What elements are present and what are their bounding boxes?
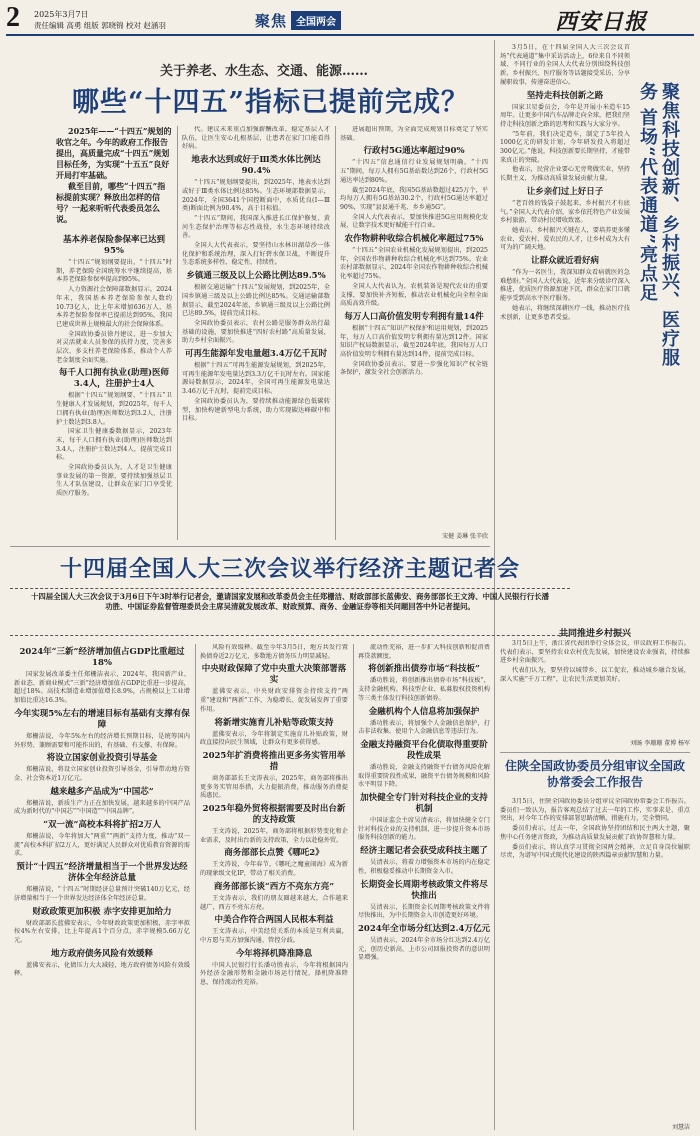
main-headline: 哪些“十四五”指标已提前完成？ [72,87,470,118]
paragraph: 全国政协委员徐丹建议，进一步加大对灵活就业人员参保的扶持力度，完善多层次、多支柱养老保险体系，推动个人养老金制度全面实施。 [56,330,172,364]
subheading: 地表水达到或好于Ⅲ类水体比例达90.4% [191,155,321,177]
newspaper-logo: 西安日报 [555,9,648,34]
paragraph: 郑栅洁说，今年将加大“两重”“两新”支持力度，推动“双一流”高校本科扩招2万人，更好满足人民群众对优质教育资源的需求。 [14,833,190,858]
subheading: 基本养老保险参保率已达到95% [62,235,165,256]
right-divider [500,752,690,753]
subheading: 加快健全专门针对科技企业的支持机制 [360,793,488,815]
subheading: 经济主题记者会获受成科技主题了 [360,846,488,857]
subheading: 财政政策更加积极 赤字安排更加给力 [32,906,172,917]
subheading: 商务部部长点赞《哪吒2》 [224,848,324,859]
paragraph: “十四五”信息通信行业发展规划明确，“十四五”期间，每万人拥有5G基站数达到26个，行政村5G通达率达到80%。 [340,159,488,184]
paragraph: 委员们表示，将认真学习贯彻全国两会精神，立足自身岗位履职尽责，为谱写中国式现代化建设的陕西篇章贡献智慧和力量。 [500,843,690,860]
paragraph: 3月5日，在十四届全国人大三次会议首场“代表通道”集中采访活动上，6位来自不同领域、不同行业的全国人大代表分别围绕科技创新、乡村振兴、医疗服务等话题接受采访，分享履职故事，传递奋进信心。 [500,44,630,86]
paragraph: 国家卫星委员会，今年是开展小米造车15周年。让更多中国汽车品牌走向全球，把我们坚持走科技创新之路的思考和实践与大家分享。 [500,103,630,128]
page-number: 2 [6,2,20,33]
paragraph: 委员们表示，过去一年，全国政协坚持团结和民主两大主题，聚焦中心任务建言资政，为推动高质量发展贡献了政协智慧和力量。 [500,825,690,841]
paragraph: 根据“十四五”可再生能源发展规划，到2025年，可再生能源年发电量达到3.3万亿千瓦时左右。国家能源局数据显示，2024年，全国可再生能源发电量达3.46万亿千瓦时，提前完成目标。 [182,362,330,396]
paragraph: 根据交通运输“十四五”发展规划，到2025年，全国乡镇通三级及以上公路比例达85%。交通运输部数据显示，截至2024年底，乡镇通三级及以上公路比例已达89.5%，提前完成目标。 [182,284,330,318]
subheading: 让乡亲们过上好日子 [526,186,604,197]
paragraph: 王文涛表示，中美经贸关系的本质是互利共赢，中方愿与美方加强沟通、管控分歧。 [200,928,348,944]
feature-column-3 [358,644,490,1130]
paragraph: 蓝佛安表示，化债压力大大减轻，地方政府债务风险有效缓释。 [14,961,190,978]
subheading: 将设立国家创业投资引导基金 [46,753,158,764]
subheading: 长期资金长周期考核政策文件将尽快推出 [360,879,488,901]
feature-ribbon: 十四届全国人大三次会议于3月6日下午3时举行记者会，邀请国家发展和改革委员会主任郑栅洁、财政部部长蓝佛安、商务部部长王文涛、中国人民银行行长潘功胜、中国证券监督管理委员会主席吴清就发展改革、财政预算、商务、金融证券等相关问题回答中外记者提问。 [10,588,570,636]
paragraph: 全国政协委员认为，人才是卫生健康事业发展的第一资源，要持续加强基层卫生人才队伍建设，让群众在家门口享受优质医疗服务。 [56,464,172,498]
subheading: 商务部部长谈“西方不亮东方亮” [213,881,335,892]
paragraph: 全国政协委员表示，要进一步强化知识产权全链条保护，激发全社会创新活力。 [340,360,488,377]
paragraph: 潘功胜说，金融支持融资平台债务风险化解取得重要阶段性成果，融资平台债务规模和风险水平明显下降。 [358,763,490,789]
right-story-title: 聚焦科技创新、乡村振兴、医疗服务 首场“代表通道”亮点足 [637,82,680,367]
column-divider [353,644,354,1130]
subheading: 中央财政保障了党中央重大决策部署落实 [201,664,347,686]
subheading: 让群众就近看好病 [530,256,599,267]
subheading: 每千人口拥有执业(助理)医师3.4人，注册护士4人 [58,368,170,390]
masthead-divider [6,34,694,36]
intro-paragraph: 2025年——“十四五”规划的收官之年。今年的政府工作报告提出，高质量完成“十四五”规划目标任务，为实现“十五五”良好开局打牢基础。 [56,126,172,180]
paragraph: 中国证监会主席吴清表示，将加快健全专门针对科技企业的支持机制，进一步提升资本市场服务科技创新的能力。 [358,817,490,842]
paragraph: 代表们认为，要坚持以城带乡、以工促农，推动城乡融合发展，深入实施“千万工程”，让农民生活更加美好。 [500,667,690,683]
paragraph: 吴清表示，长期资金长周期考核政策文件将尽快推出，为中长期资金入市创造更好环境。 [358,903,490,920]
subheading: 2024年全市场分红达到2.4万亿元 [358,923,490,934]
paragraph: “5年前，我们决定造车，制定了5年投入1000亿元的研发计划，今年研发投入将超过300亿元。”他说，科技创新要长期坚持，才能带来真正的突破。 [500,130,630,164]
paragraph: 蓝佛安表示，中央财政安排资金持续支持“两重”建设和“两新”工作，为稳增长、促发展发挥了重要作用。 [200,688,348,713]
paragraph: 郑栅洁说，“十四五”时期经济总量预计突破140万亿元，经济增量相当于一个世界发达经济体全年经济总量。 [14,886,190,902]
paragraph: “十四五”全国农业机械化发展规划提出，到2025年，全国农作物耕种收综合机械化率达到75%。农业农村部数据显示，2024年全国农作物耕种收综合机械化率超过75%。 [340,247,488,281]
paragraph: 根据“十四五”规划纲要，“十四五”卫生健康人才发展规划，到2025年，每千人口拥有执业(助理)医师数达到3.2人，注册护士数达到3.8人。 [56,392,172,426]
paragraph: 全国人大代表认为，农机装备是现代农业的重要支撑，要加快补齐短板，推动农业机械化向全程全面高质高效升级。 [340,282,488,308]
paragraph: 全国政协委员表示，农村公路是服务群众出行最基础的设施，要加快推进“四好农村路”高质量发展，助力乡村全面振兴。 [182,319,330,345]
paragraph: 3月5日，住陕全国政协委员分组审议全国政协常委会工作报告。委员们一致认为，报告客观总结了过去一年的工作，实事求是、重点突出，对今年工作的安排部署思路清晰、措施有力，完全赞同。 [500,798,690,823]
paragraph: “十四五”规划纲要提出，到2025年，地表水达到或好于Ⅲ类水体比例达85%。生态环境部数据显示，2024年，全国3641个国控断面中，水质优良(Ⅰ—Ⅲ类)断面比例为90.4%，高于目标值。 [182,179,330,213]
subheading: 2024年“三新”经济增加值占GDP比重超过18% [19,647,185,668]
subheading: 2025年稳外贸将根据需要及时出台新的支持政策 [202,804,346,826]
paragraph: 郑栅洁说，新质生产力正在加快发展，越来越多的中国产品成为新时代的“中国芯”“中国造”“中国品牌”。 [14,799,190,816]
paragraph: 王文涛说，2025年，商务部将根据形势变化和企业需求，及时出台新的支持政策，全力以赴稳外贸。 [200,828,348,844]
right-story-column-b [500,640,690,736]
paragraph: “十四五”期间，我国深入推进长江保护修复、黄河生态保护治理等标志性战役，水生态环境持续改善。 [182,214,330,240]
right-column-divider [494,40,495,1130]
subheading: 农作物耕种收综合机械化率超过75% [344,234,484,245]
subheading: 越来越多产品成为“中国芯” [50,786,154,797]
subheading: 预计“十四五”经济增量相当于一个世界发达经济体全年经济总量 [16,862,188,884]
subheading: 行政村5G通达率超过90% [363,146,465,157]
paragraph: 他表示，民营企业要心无旁骛做实业，坚持长期主义，为推动高质量发展贡献力量。 [500,166,630,183]
column-divider [177,126,178,540]
paragraph: 吴清表示，2024年全市场分红达到2.4万亿元，创历史新高，上市公司回报投资者的意识明显增强。 [358,936,490,962]
paragraph: 全国人大代表表示，要加快推进5G应用规模化发展，让数字技术更好赋能千行百业。 [340,213,488,230]
subheading: 地方政府债务风险有效缓释 [50,948,153,959]
subheading: “双一流”高校本科将扩招2万人 [43,820,161,831]
paragraph: 国家发展改革委主任郑栅洁表示，2024年，我国新产业、新业态、新商业模式“三新”经济增加值占GDP比重进一步提高，超过18%。高技术制造业增加值增长8.9%，占规模以上工业增加值比重达16.3%。 [14,671,190,705]
subheading: 每万人口高价值发明专利拥有量14件 [344,311,484,322]
story2-byline: 刘慧洁 [671,1124,690,1131]
intro-paragraph: 截至目前，哪些“十四五”指标提前实现？释放出怎样的信号？一起来听听代表委员怎么说。 [56,181,166,224]
paragraph: 中国人民银行行长潘功胜表示，今年将根据国内外经济金融形势和金融市场运行情况，择机降准降息，保持流动性充裕。 [200,961,348,987]
paragraph: 3月5日上午，浙江省代表团举行全体会议，审议政府工作报告。代表们表示，要坚持农业农村优先发展，加快建设农业强省，持续推进乡村全面振兴。 [500,640,690,665]
feature-column-2 [200,644,348,1130]
paragraph: 潘功胜表示，将加强个人金融信息保护，打击非法收集、使用个人金融信息等违法行为。 [358,719,490,736]
paragraph: 吴清表示，将着力增强资本市场的内在稳定性，积极稳妥推动中长期资金入市。 [358,859,490,875]
subheading: 坚持走科技创新之路 [526,90,604,101]
paragraph: 根据“十四五”知识产权保护和运用规划，到2025年，每万人口高价值发明专利拥有量达到12件。国家知识产权局数据显示，截至2024年底，我国每万人口高价值发明专利拥有量达到14件，提前完成目标。 [340,324,488,359]
subheading: 金融机构个人信息将加强保护 [368,706,480,717]
section-header [255,10,341,30]
paragraph: 人力资源社会保障部数据显示，2024年末，我国基本养老保险参保人数约10.73亿人，比上年末增加636万人，基本养老保险参保率已提前达到95%，我国已建成世界上规模最大的社会保障体系。 [56,286,172,328]
main-column-1 [56,232,172,540]
paragraph: 全国人大代表表示，要坚持山水林田湖草沙一体化保护和系统治理，深入打好碧水保卫战，不断提升生态系统多样性、稳定性、持续性。 [182,242,330,267]
paragraph: 国家卫生健康委数据显示，2023年末，每千人口拥有执业(助理)医师数达到3.4人，注册护士数达到4人，提前完成目标。 [56,428,172,462]
editor-credits: 责任编辑 高勇 组版 郭晓锦 校对 赵涵羽 [34,21,166,30]
paragraph: 王文涛表示，我们的朋友圈越来越大，合作越来越广，西方不亮东方亮。 [200,894,348,911]
section-name: 聚焦 [255,11,288,30]
paragraph: 流动性充裕，进一步扩大科技创新和促消费再贷款额度。 [358,644,490,660]
subheading: 2025年扩消费将推出更多务实管用举措 [202,750,346,772]
right-story-column [500,44,630,622]
main-byline: 宋健 姜琳 张辛欣 [442,533,488,540]
paragraph: “作为一名医生，我深知群众看病就医的急难愁盼。”全国人大代表说，近年来分级诊疗深入推进，优质医疗资源加速下沉，群众在家门口就能享受到高水平医疗服务。 [500,269,630,303]
subheading: 金融支持融资平台化债取得重要阶段性成果 [360,739,488,761]
subheading: 将创新推出债券市场“科技板” [368,664,480,675]
right-byline: 刘旸 李珊珊 董博 杨军 [630,740,690,747]
subheading: 乡镇通三级及以上公路比例达89.5% [186,271,326,282]
subheading: 中美合作符合两国人民根本利益 [214,915,334,926]
paragraph: 郑栅洁说，今年5%左右的经济增长预期目标，是统筹国内外形势、兼顾需要和可能作出的，有基础、有支撑、有保障。 [14,732,190,749]
story2-column [500,798,690,1120]
paragraph: 商务部部长王文涛表示，2025年，商务部将推出更多务实管用举措，大力提振消费，推动服务消费提质惠民。 [200,774,348,800]
paragraph: 王文涛说，今年春节，《哪吒之魔童闹海》成为新的现象级文化IP，带动了相关消费。 [200,861,348,878]
feature-banner: 十四届全国人大三次会议举行经济主题记者会 [59,556,520,582]
paragraph: 蓝佛安表示，今年将制定实施育儿补贴政策，财政直接投向民生领域，让群众有更多获得感。 [200,730,348,747]
main-kicker: 关于养老、水生态、交通、能源…… [160,64,369,79]
issue-date: 2025年3月7日 [34,10,89,19]
paragraph: 进展超出预期，为全面完成规划目标奠定了坚实基础。 [340,126,488,142]
subheading: 今年实现5%左右的增速目标有基础有支撑有保障 [14,708,190,730]
story2-title: 住陕全国政协委员分组审议全国政协常委会工作报告 [504,759,685,789]
paragraph: 她表示，将继续深耕医疗一线，推动医疗技术创新，让更多患者受益。 [500,304,630,321]
main-column-3 [340,126,488,531]
main-column-2 [182,126,330,540]
main-intro [56,126,172,224]
right-subheading: 共同推进乡村振兴 [558,629,631,639]
feature-column-1 [14,644,190,1130]
subheading: 可再生能源年发电量超3.4万亿千瓦时 [184,349,328,360]
paragraph: 她表示，乡村振兴关键在人，要培养更多懂农业、爱农村、爱农民的人才，让乡村成为大有可为的广阔天地。 [500,226,630,252]
feature-divider [10,546,490,547]
paragraph: 代。建议未来重点加强薪酬改革，稳定基层人才队伍，让医生安心扎根基层，让患者在家门口能看得好病。 [182,126,330,151]
column-divider [195,644,196,1130]
paragraph: 郑栅洁说，将设立国家创业投资引导基金，引导带动地方资金、社会资本近1万亿元。 [14,766,190,782]
paragraph: 风险有效缓释。截至今年3月5日，地方共发行置换债券近2万亿元，多数地方债务压力明显减轻。 [200,644,348,660]
subheading: 今年将择机降准降息 [235,948,313,959]
paragraph: 截至2024年底，我国5G基站数超过425万个，平均每万人拥有5G基站30.2个，行政村5G通达率超过90%，实现“县县通千兆、乡乡通5G”。 [340,186,488,211]
column-divider [335,126,336,540]
paragraph: 财政部部长蓝佛安表示，今年财政政策更加积极，赤字率拟按4%左右安排，比上年提高1个百分点，赤字规模5.66万亿元。 [14,919,190,944]
paragraph: “老百姓的钱袋子鼓起来，乡村振兴才有底气。”全国人大代表介绍，家乡依托特色产业发展乡村旅游，带动村民增收致富。 [500,199,630,225]
section-tag: 全国两会 [291,11,341,30]
paragraph: 潘功胜说，将创新推出债券市场“科技板”，支持金融机构、科技型企业、私募股权投资机构等三类主体发行科技创新债券。 [358,677,490,702]
paragraph: 全国政协委员认为，要持续推动能源绿色低碳转型，加快构建新型电力系统，助力实现碳达峰碳中和目标。 [182,397,330,423]
paragraph: “十四五”规划纲要提出，“十四五”时期，养老保险全国统筹水平继续提高，基本养老保险参保率提高到95%。 [56,259,172,284]
subheading: 将新增实施育儿补贴等政策支持 [214,717,334,728]
